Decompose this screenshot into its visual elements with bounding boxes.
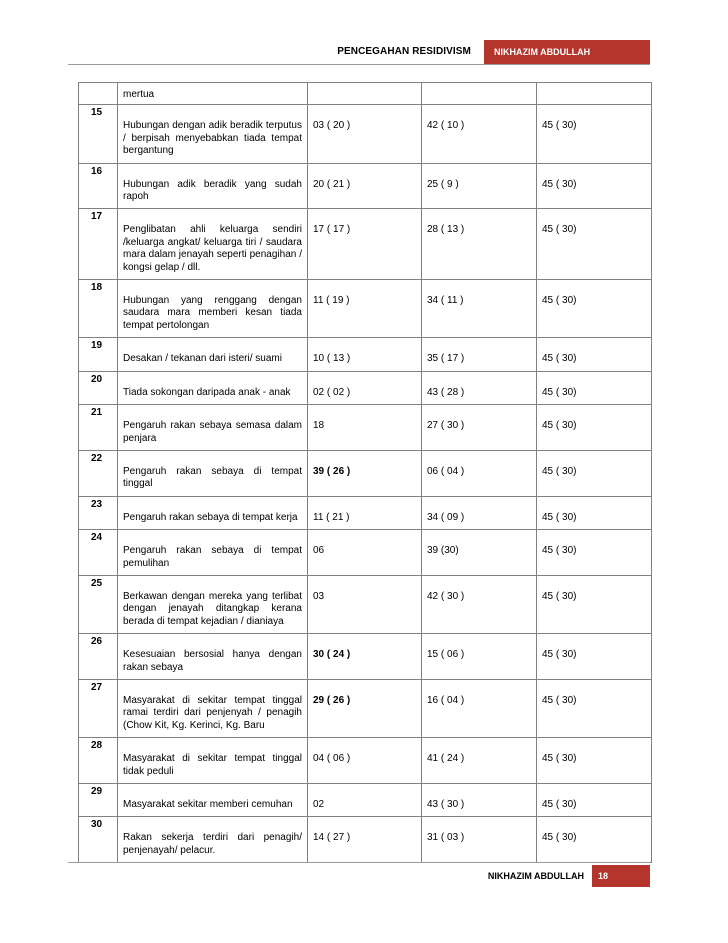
- table-row: [79, 575, 652, 633]
- value-cell-1: 14 ( 27 ): [308, 817, 422, 863]
- row-number: 26: [79, 634, 118, 680]
- data-table: [78, 82, 652, 863]
- value-cell-3: 45 ( 30): [537, 634, 652, 680]
- value-cell-2: 27 ( 30 ): [422, 405, 537, 451]
- value-cell-2: 31 ( 03 ): [422, 817, 537, 863]
- header-author-badge: NIKHAZIM ABDULLAH: [484, 40, 650, 64]
- value-cell-1: 04 ( 06 ): [308, 738, 422, 784]
- row-description: Pengaruh rakan sebaya di tempat pemulihan: [118, 530, 308, 576]
- table-row: [79, 405, 652, 451]
- value-cell-2: 28 ( 13 ): [422, 209, 537, 280]
- row-description: Rakan sekerja terdiri dari penagih/ penjenayah/ pelacur.: [118, 817, 308, 863]
- table-row: [79, 784, 652, 817]
- value-cell-2: 41 ( 24 ): [422, 738, 537, 784]
- page-number-badge: 18: [592, 865, 650, 887]
- value-cell-1: 03 ( 20 ): [308, 105, 422, 163]
- row-number: 28: [79, 738, 118, 784]
- row-number: 24: [79, 530, 118, 576]
- value-cell-2: 43 ( 28 ): [422, 371, 537, 404]
- row-description: Desakan / tekanan dari isteri/ suami: [118, 338, 308, 371]
- table-row: [79, 496, 652, 529]
- value-cell-1: 17 ( 17 ): [308, 209, 422, 280]
- table-row: [79, 679, 652, 737]
- value-cell-1: 39 ( 26 ): [308, 450, 422, 496]
- value-cell-3: 45 ( 30): [537, 338, 652, 371]
- value-cell-3: 45 ( 30): [537, 105, 652, 163]
- row-description: Pengaruh rakan sebaya semasa dalam penjara: [118, 405, 308, 451]
- value-cell-3: 45 ( 30): [537, 496, 652, 529]
- value-cell-1: 03: [308, 575, 422, 633]
- value-cell-2: 34 ( 11 ): [422, 280, 537, 338]
- table-row: [79, 371, 652, 404]
- row-description: Masyarakat di sekitar tempat tinggal tidak peduli: [118, 738, 308, 784]
- value-cell-3: 45 ( 30): [537, 371, 652, 404]
- value-cell-2: [422, 83, 537, 105]
- row-description: Pengaruh rakan sebaya di tempat tinggal: [118, 450, 308, 496]
- value-cell-1: [308, 83, 422, 105]
- row-description: Tiada sokongan daripada anak - anak: [118, 371, 308, 404]
- value-cell-3: 45 ( 30): [537, 530, 652, 576]
- row-number: 19: [79, 338, 118, 371]
- row-description: Hubungan dengan adik beradik terputus / berpisah menyebabkan tiada tempat bergantung: [118, 105, 308, 163]
- value-cell-2: 35 ( 17 ): [422, 338, 537, 371]
- value-cell-2: 39 (30): [422, 530, 537, 576]
- row-number-cell: [79, 83, 118, 105]
- row-description: Masyarakat di sekitar tempat tinggal ramai terdiri dari penjenyah / penagih (Chow Kit, Kg. Kerinci, Kg. Baru: [118, 679, 308, 737]
- value-cell-2: 16 ( 04 ): [422, 679, 537, 737]
- row-description: Penglibatan ahli keluarga sendiri /keluarga angkat/ keluarga tiri / saudara mara dalam jenayah seperti penagihan / kongsi gelap / dll.: [118, 209, 308, 280]
- value-cell-1: 30 ( 24 ): [308, 634, 422, 680]
- row-description: Masyarakat sekitar memberi cemuhan: [118, 784, 308, 817]
- page-footer: [68, 862, 650, 887]
- value-cell-3: 45 ( 30): [537, 280, 652, 338]
- value-cell-1: 10 ( 13 ): [308, 338, 422, 371]
- value-cell-1: 02 ( 02 ): [308, 371, 422, 404]
- document-title: PENCEGAHAN RESIDIVISM: [337, 46, 471, 57]
- footer-author: NIKHAZIM ABDULLAH: [487, 871, 584, 881]
- row-description: Hubungan yang renggang dengan saudara mara memberi kesan tiada tempat pertolongan: [118, 280, 308, 338]
- value-cell-1: 11 ( 19 ): [308, 280, 422, 338]
- table-row: [79, 817, 652, 863]
- row-number: 21: [79, 405, 118, 451]
- row-number: 17: [79, 209, 118, 280]
- table-row: [79, 738, 652, 784]
- value-cell-1: 02: [308, 784, 422, 817]
- table-row: [79, 338, 652, 371]
- row-description: Kesesuaian bersosial hanya dengan rakan sebaya: [118, 634, 308, 680]
- value-cell-2: 43 ( 30 ): [422, 784, 537, 817]
- value-cell-3: 45 ( 30): [537, 738, 652, 784]
- row-description: Hubungan adik beradik yang sudah rapoh: [118, 163, 308, 209]
- value-cell-2: 06 ( 04 ): [422, 450, 537, 496]
- value-cell-3: 45 ( 30): [537, 784, 652, 817]
- row-description: mertua: [118, 83, 308, 105]
- row-number: 30: [79, 817, 118, 863]
- value-cell-3: 45 ( 30): [537, 405, 652, 451]
- value-cell-3: 45 ( 30): [537, 209, 652, 280]
- value-cell-1: 06: [308, 530, 422, 576]
- value-cell-1: 29 ( 26 ): [308, 679, 422, 737]
- value-cell-2: 25 ( 9 ): [422, 163, 537, 209]
- row-number: 16: [79, 163, 118, 209]
- table-row: [79, 163, 652, 209]
- value-cell-2: 42 ( 30 ): [422, 575, 537, 633]
- table-row: [79, 450, 652, 496]
- value-cell-2: 15 ( 06 ): [422, 634, 537, 680]
- table-row: [79, 209, 652, 280]
- value-cell-3: 45 ( 30): [537, 817, 652, 863]
- row-number: 23: [79, 496, 118, 529]
- value-cell-2: 34 ( 09 ): [422, 496, 537, 529]
- table-row: [79, 105, 652, 163]
- row-number: 27: [79, 679, 118, 737]
- value-cell-3: 45 ( 30): [537, 575, 652, 633]
- value-cell-1: 20 ( 21 ): [308, 163, 422, 209]
- row-number: 25: [79, 575, 118, 633]
- table-row: [79, 634, 652, 680]
- value-cell-3: 45 ( 30): [537, 679, 652, 737]
- row-number: 18: [79, 280, 118, 338]
- value-cell-1: 11 ( 21 ): [308, 496, 422, 529]
- table-row: [79, 530, 652, 576]
- table-row-continued: [79, 83, 652, 105]
- row-number: 15: [79, 105, 118, 163]
- table-row: [79, 280, 652, 338]
- value-cell-1: 18: [308, 405, 422, 451]
- value-cell-3: [537, 83, 652, 105]
- value-cell-2: 42 ( 10 ): [422, 105, 537, 163]
- value-cell-3: 45 ( 30): [537, 163, 652, 209]
- page-header: [68, 40, 650, 65]
- row-description: Pengaruh rakan sebaya di tempat kerja: [118, 496, 308, 529]
- row-number: 20: [79, 371, 118, 404]
- row-number: 29: [79, 784, 118, 817]
- value-cell-3: 45 ( 30): [537, 450, 652, 496]
- row-number: 22: [79, 450, 118, 496]
- row-description: Berkawan dengan mereka yang terlibat dengan jenayah ditangkap kerana berada di tempat kejadian / dianiaya: [118, 575, 308, 633]
